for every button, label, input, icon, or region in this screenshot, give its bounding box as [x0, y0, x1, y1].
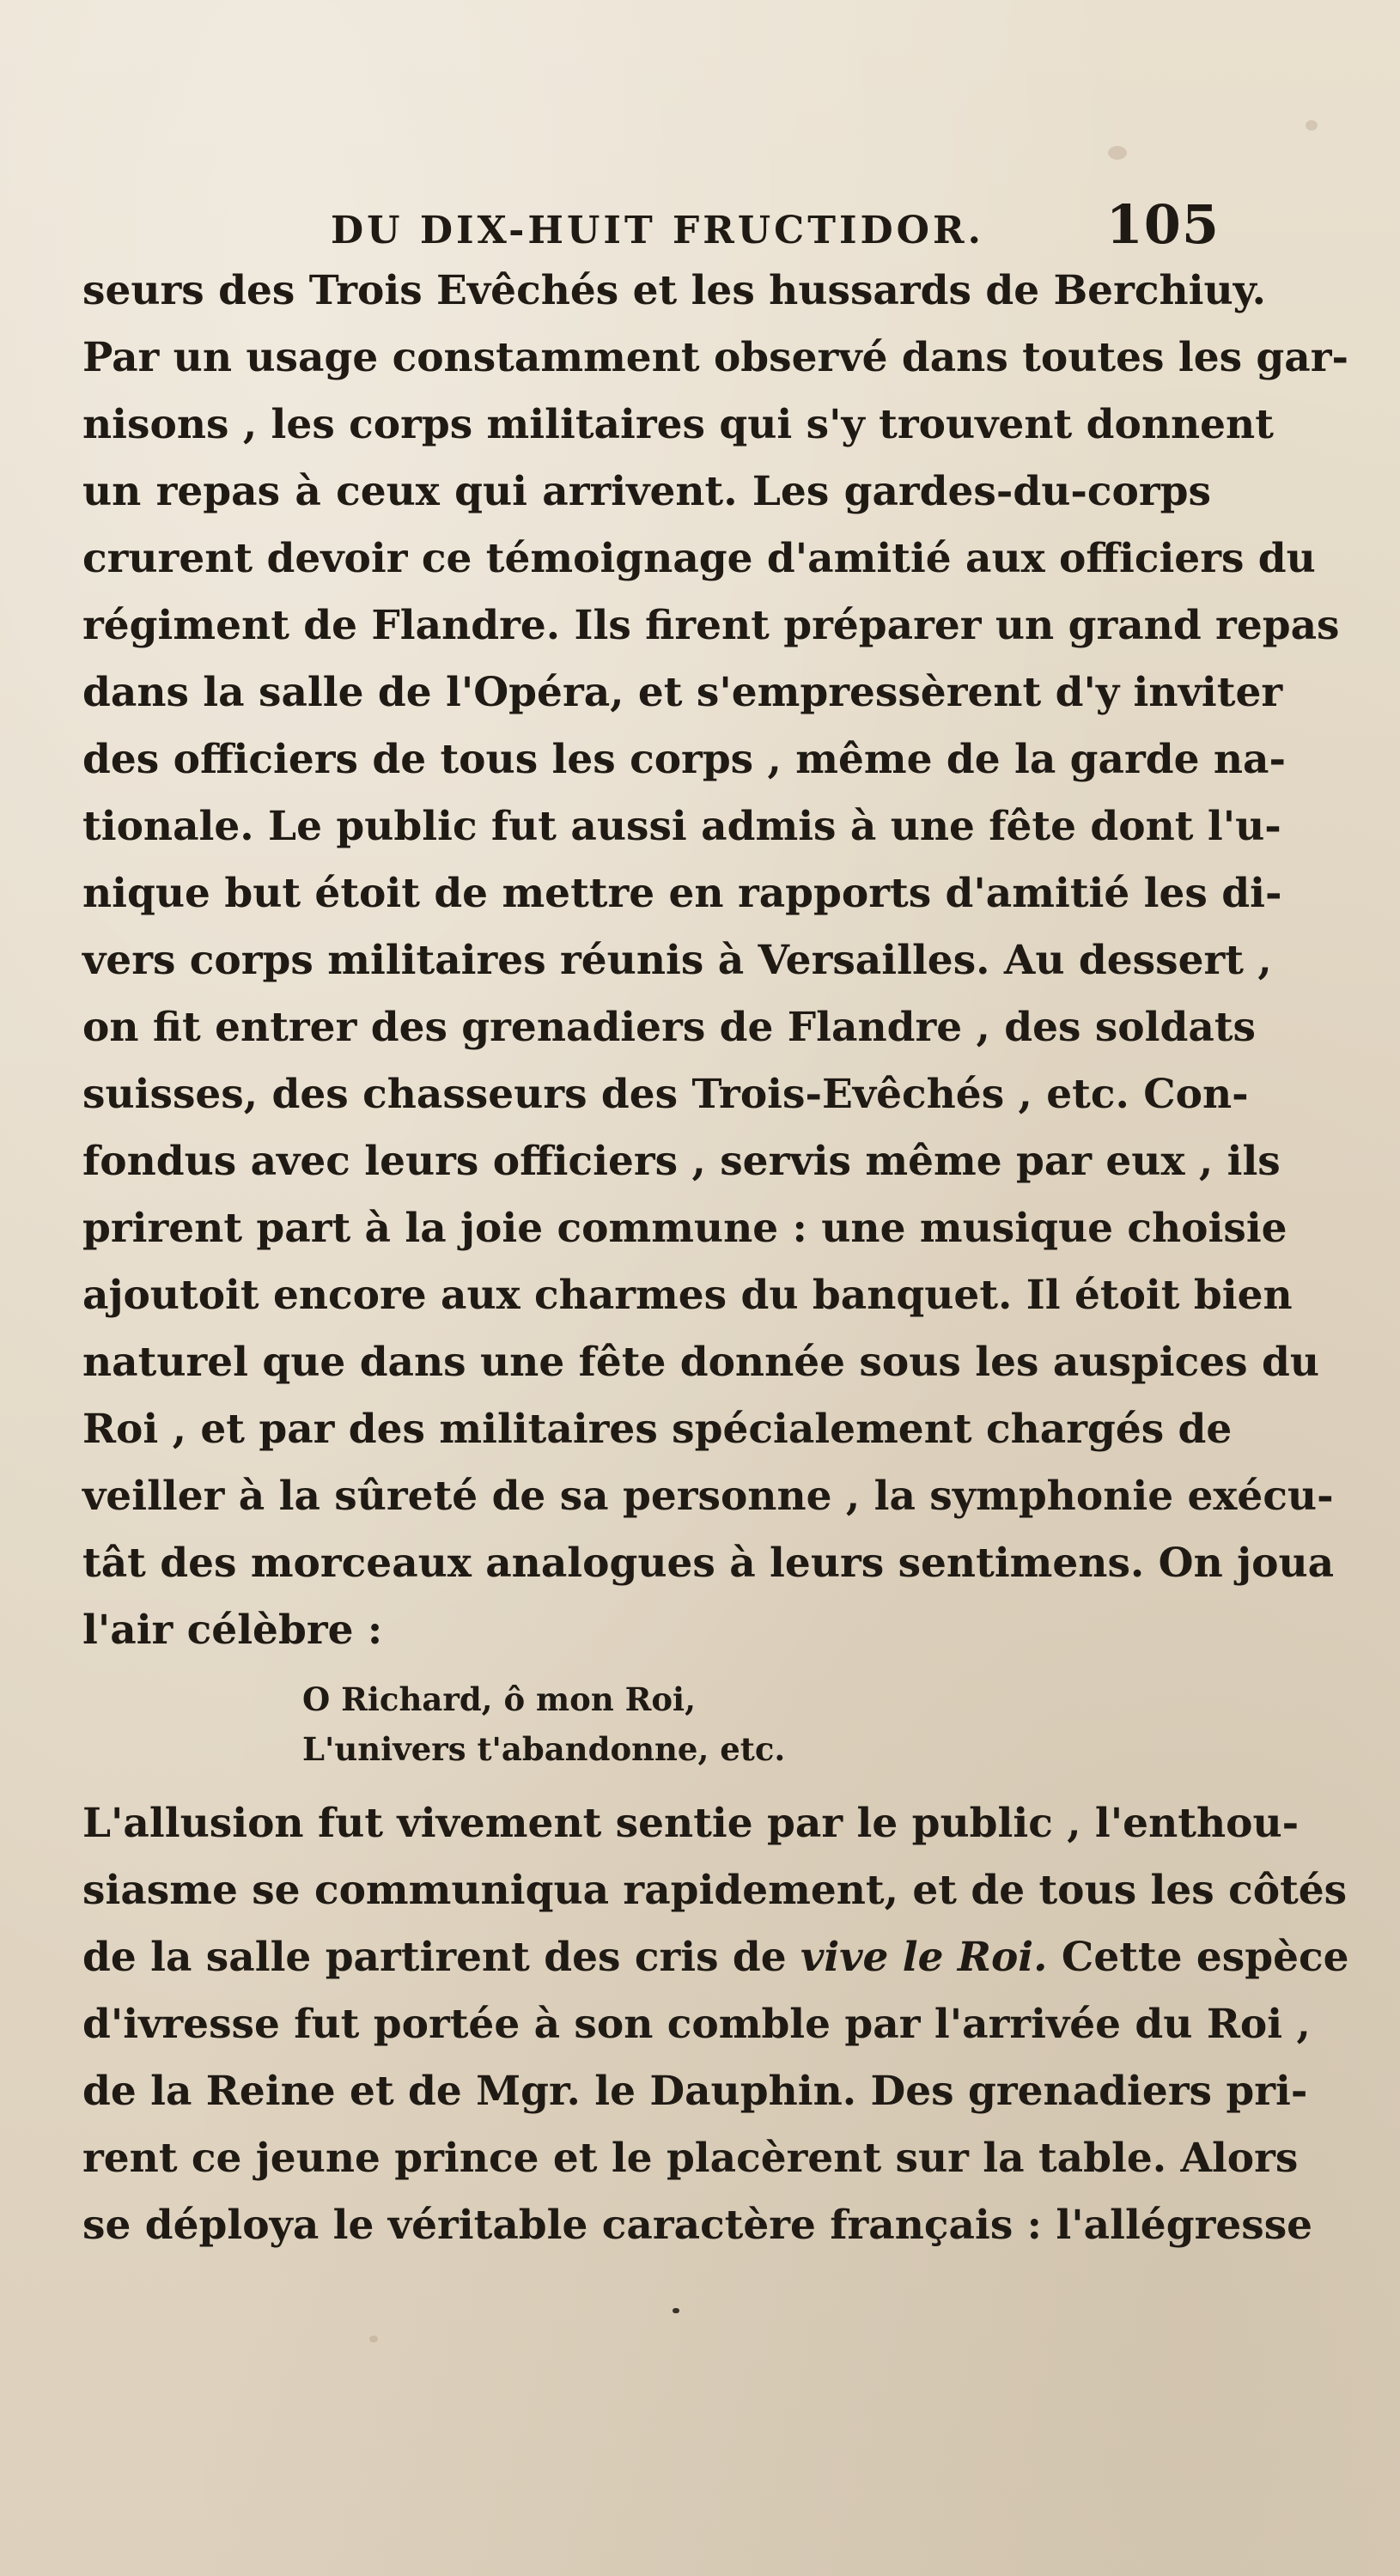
text-line: rent ce jeune prince et le placèrent sur la table. Alors: [82, 2135, 1299, 2182]
text-line: de la Reine et de Mgr. le Dauphin. Des grenadiers pri-: [82, 2068, 1308, 2115]
text-line: l'air célèbre :: [82, 1607, 383, 1654]
paper-stain: [369, 2336, 378, 2342]
text-line: un repas à ceux qui arrivent. Les gardes-du-corps: [82, 468, 1211, 515]
text-line: on fit entrer des grenadiers de Flandre , des soldats: [82, 1004, 1256, 1051]
text-line: Par un usage constamment observé dans toutes les gar-: [82, 334, 1349, 381]
verse-quotation: [302, 1674, 785, 1774]
paper-stain: [1306, 120, 1318, 131]
body-text-block-2: [82, 1790, 1349, 2259]
text-line: régiment de Flandre. Ils firent préparer un grand repas: [82, 602, 1340, 649]
text-line: tât des morceaux analogues à leurs sentimens. On joua: [82, 1540, 1335, 1587]
text-line: nique but étoit de mettre en rapports d'amitié les di-: [82, 870, 1282, 917]
text-line-with-italic: [82, 1924, 1349, 1991]
running-head: DU DIX-HUIT FRUCTIDOR.: [331, 209, 984, 252]
italic-phrase: vive le Roi.: [800, 1934, 1048, 1981]
text-line: d'ivresse fut portée à son comble par l'arrivée du Roi ,: [82, 2001, 1311, 2048]
text-line: siasme se communiqua rapidement, et de tous les côtés: [82, 1867, 1348, 1914]
text-line: suisses, des chasseurs des Trois-Evêchés , etc. Con-: [82, 1071, 1249, 1118]
text-line: dans la salle de l'Opéra, et s'empressèrent d'y inviter: [82, 669, 1283, 716]
text-fragment: Cette espèce: [1061, 1934, 1349, 1981]
verse-line: L'univers t'abandonne, etc.: [302, 1730, 786, 1768]
page-number: 105: [1105, 193, 1220, 256]
text-line: L'allusion fut vivement sentie par le public , l'enthou-: [82, 1800, 1300, 1847]
text-line: nisons , les corps militaires qui s'y trouvent donnent: [82, 401, 1274, 448]
text-line: Roi , et par des militaires spécialement chargés de: [82, 1406, 1233, 1453]
text-line: seurs des Trois Evêchés et les hussards de Berchiuy.: [82, 267, 1266, 314]
verse-line: O Richard, ô mon Roi,: [302, 1680, 696, 1718]
text-line: ajoutoit encore aux charmes du banquet. Il étoit bien: [82, 1272, 1293, 1319]
body-text-block-1: [82, 258, 1349, 1664]
text-line: veiller à la sûreté de sa personne , la symphonie exécu-: [82, 1473, 1334, 1520]
text-line: tionale. Le public fut aussi admis à une fête dont l'u-: [82, 803, 1281, 850]
text-line: prirent part à la joie commune : une musique choisie: [82, 1205, 1287, 1252]
page-header: [82, 193, 1220, 256]
text-line: fondus avec leurs officiers , servis même par eux , ils: [82, 1138, 1281, 1185]
text-line: des officiers de tous les corps , même de la garde na-: [82, 736, 1287, 783]
text-fragment: de la salle partirent des cris de: [82, 1934, 787, 1981]
text-line: crurent devoir ce témoignage d'amitié aux officiers du: [82, 535, 1316, 582]
paper-stain: [1108, 146, 1127, 160]
text-line: naturel que dans une fête donnée sous les auspices du: [82, 1339, 1319, 1386]
text-line: se déploya le véritable caractère français : l'allégresse: [82, 2202, 1313, 2249]
printer-mark: [673, 2308, 679, 2313]
text-line: vers corps militaires réunis à Versailles. Au dessert ,: [82, 937, 1272, 984]
